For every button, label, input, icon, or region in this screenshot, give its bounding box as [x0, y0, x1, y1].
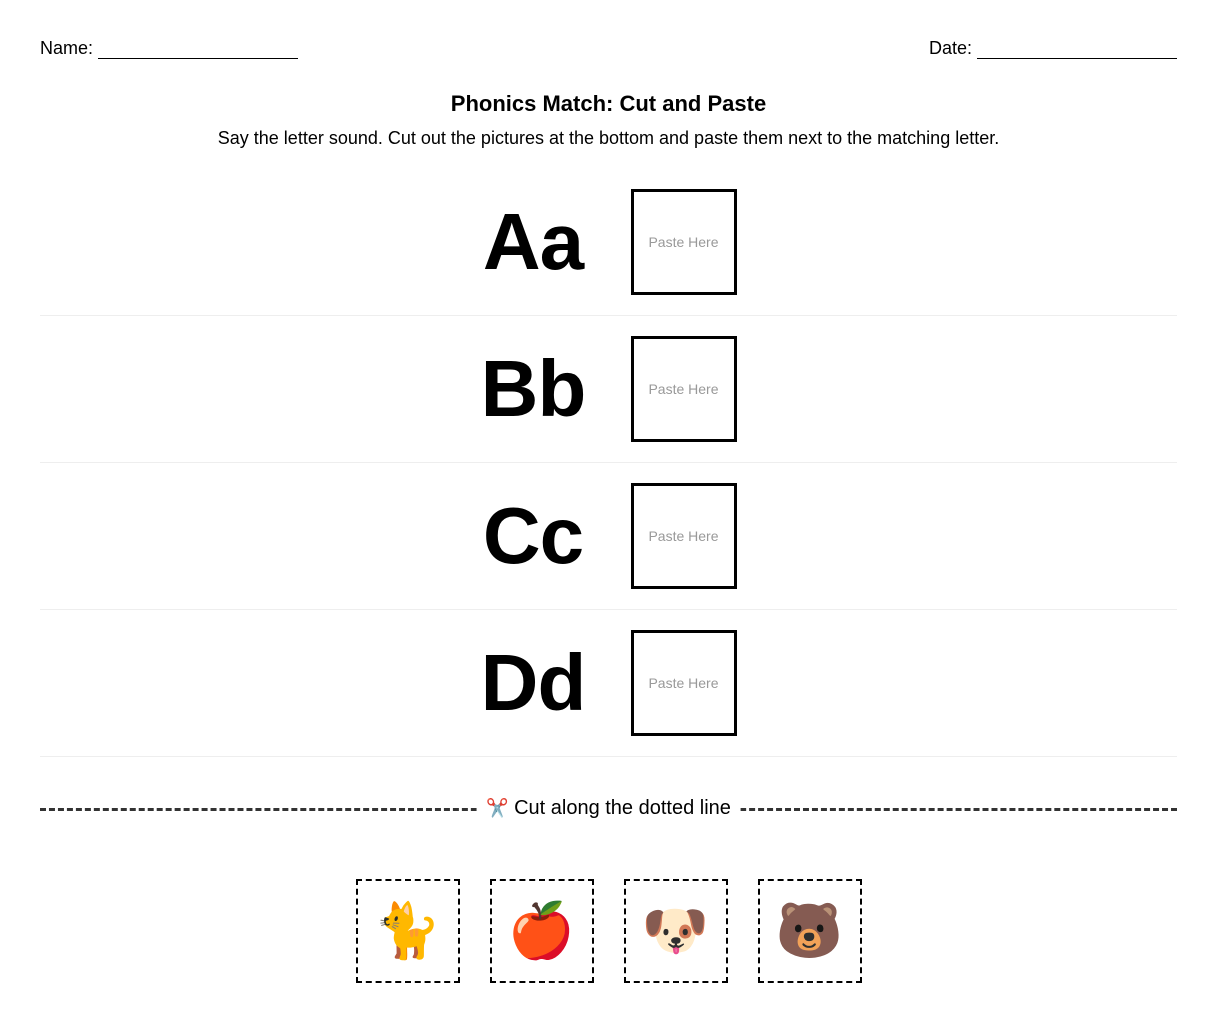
letter-rows — [40, 169, 1177, 757]
letter-row — [40, 169, 1177, 316]
name-field — [40, 38, 298, 59]
letter: Bb — [480, 344, 586, 433]
header — [40, 38, 1177, 59]
paste-box: Paste Here — [631, 630, 737, 736]
scissors-icon: ✂️ — [486, 798, 509, 818]
letter-row — [40, 316, 1177, 463]
letter: Cc — [482, 491, 584, 580]
cut-line — [40, 797, 1177, 823]
apple-picture: 🍎 — [490, 879, 594, 983]
paste-box: Paste Here — [631, 336, 737, 442]
name-label: Name: — [40, 38, 94, 58]
paste-box: Paste Here — [631, 483, 737, 589]
letter-row — [40, 463, 1177, 610]
date-line[interactable] — [977, 41, 1177, 59]
name-line[interactable] — [98, 41, 298, 59]
instructions: Say the letter sound. Cut out the pictures at the bottom and paste them next to the matching letter. — [217, 128, 1000, 148]
bear-picture: 🐻 — [758, 879, 862, 983]
dog-picture: 🐶 — [624, 879, 728, 983]
paste-box: Paste Here — [631, 189, 737, 295]
date-field — [929, 38, 1177, 59]
cut-label: ✂️ Cut along the dotted line — [476, 797, 741, 820]
picture-cutouts — [0, 879, 1217, 983]
page-title: Phonics Match: Cut and Paste — [450, 91, 767, 116]
date-label: Date: — [928, 38, 972, 58]
letter: Dd — [480, 638, 586, 727]
cat-picture: 🐈 — [356, 879, 460, 983]
letter-row — [40, 610, 1177, 757]
letter: Aa — [482, 197, 584, 286]
